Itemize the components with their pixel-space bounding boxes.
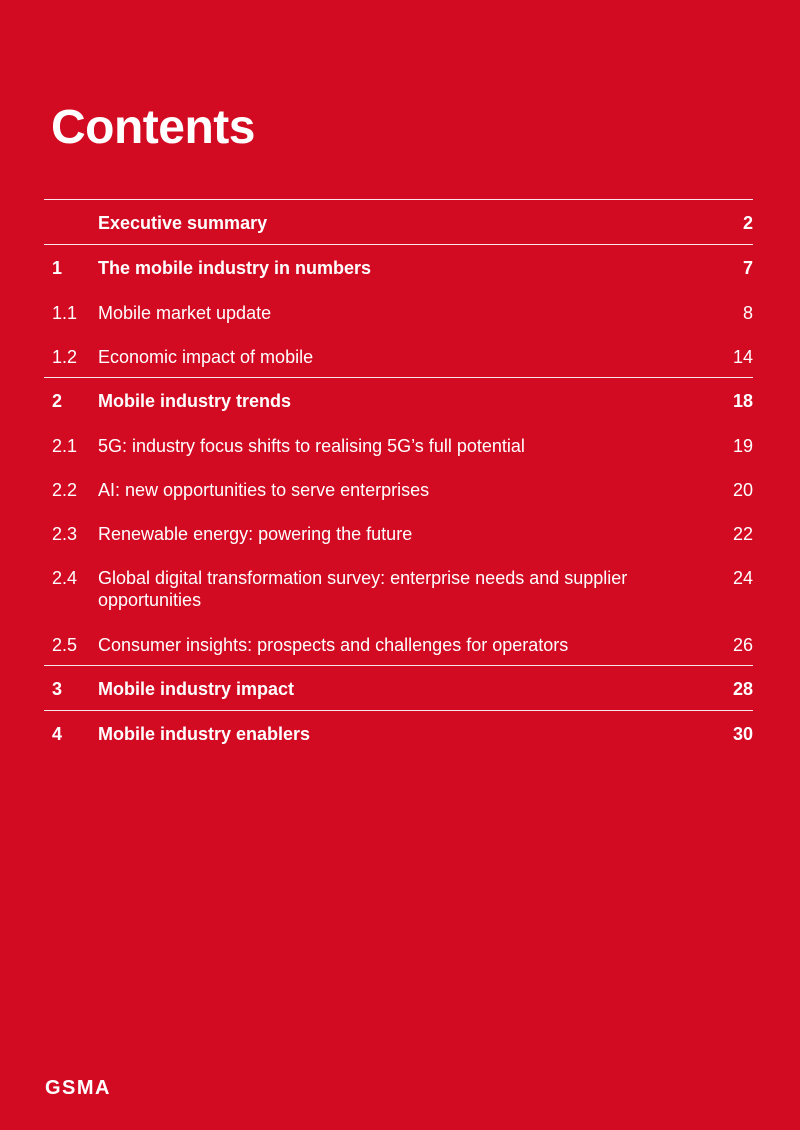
toc-label: Mobile industry impact (98, 679, 295, 699)
toc-number: 1 (52, 258, 63, 278)
toc-entry-section-2-3[interactable] (44, 511, 753, 555)
toc-page-number: 20 (732, 480, 753, 500)
toc-number: 2.5 (52, 635, 78, 655)
toc-number: 2.4 (52, 568, 78, 588)
toc-label: 5G: industry focus shifts to realising 5G’s full potential (98, 436, 525, 456)
toc-number: 2.2 (52, 480, 78, 500)
toc-label: Mobile market update (98, 303, 272, 323)
toc-number: 2 (52, 391, 63, 411)
toc-page-number: 2 (742, 213, 753, 233)
toc-label: Executive summary (98, 213, 268, 233)
toc-number: 1.2 (52, 347, 78, 367)
toc-label: Consumer insights: prospects and challenges for operators (98, 635, 569, 655)
page-title: Contents (51, 101, 255, 154)
toc-entry-section-1-2[interactable] (44, 334, 753, 378)
toc-page-number: 19 (732, 436, 753, 456)
toc-entry-section-4[interactable] (44, 711, 753, 756)
toc-label: Renewable energy: powering the future (98, 524, 413, 544)
toc-label: AI: new opportunities to serve enterprises (98, 480, 430, 500)
toc-number: 1.1 (52, 303, 78, 323)
toc-label: Mobile industry trends (98, 391, 292, 411)
toc-number: 2.1 (52, 436, 78, 456)
toc-label: Global digital transformation survey: enterprise needs and supplier opportunities (98, 568, 628, 610)
gsma-logo: GSMA (45, 1077, 111, 1099)
toc-page-number: 30 (732, 724, 753, 744)
toc-entry-section-2-5[interactable] (44, 622, 753, 666)
toc-page-number: 8 (742, 303, 753, 323)
toc-entry-section-1[interactable] (44, 245, 753, 290)
toc-entry-section-3[interactable] (44, 666, 753, 711)
toc-entry-section-1-1[interactable] (44, 290, 753, 334)
toc-page-number: 7 (742, 258, 753, 278)
toc-entry-section-2[interactable] (44, 378, 753, 423)
toc-label: Mobile industry enablers (98, 724, 311, 744)
table-of-contents (44, 199, 753, 756)
toc-page-number: 18 (732, 391, 753, 411)
toc-number: 3 (52, 679, 63, 699)
toc-number: 4 (52, 724, 63, 744)
toc-page-number: 28 (732, 679, 753, 699)
toc-entry-section-2-1[interactable] (44, 423, 753, 467)
toc-page-number: 26 (732, 635, 753, 655)
toc-number: 2.3 (52, 524, 78, 544)
toc-label: Economic impact of mobile (98, 347, 314, 367)
toc-page-number: 24 (732, 568, 753, 588)
toc-entry-executive-summary[interactable] (44, 200, 753, 245)
toc-page-number: 14 (732, 347, 753, 367)
toc-entry-section-2-4[interactable] (44, 555, 753, 622)
toc-page-number: 22 (732, 524, 753, 544)
toc-label: The mobile industry in numbers (98, 258, 372, 278)
toc-entry-section-2-2[interactable] (44, 467, 753, 511)
